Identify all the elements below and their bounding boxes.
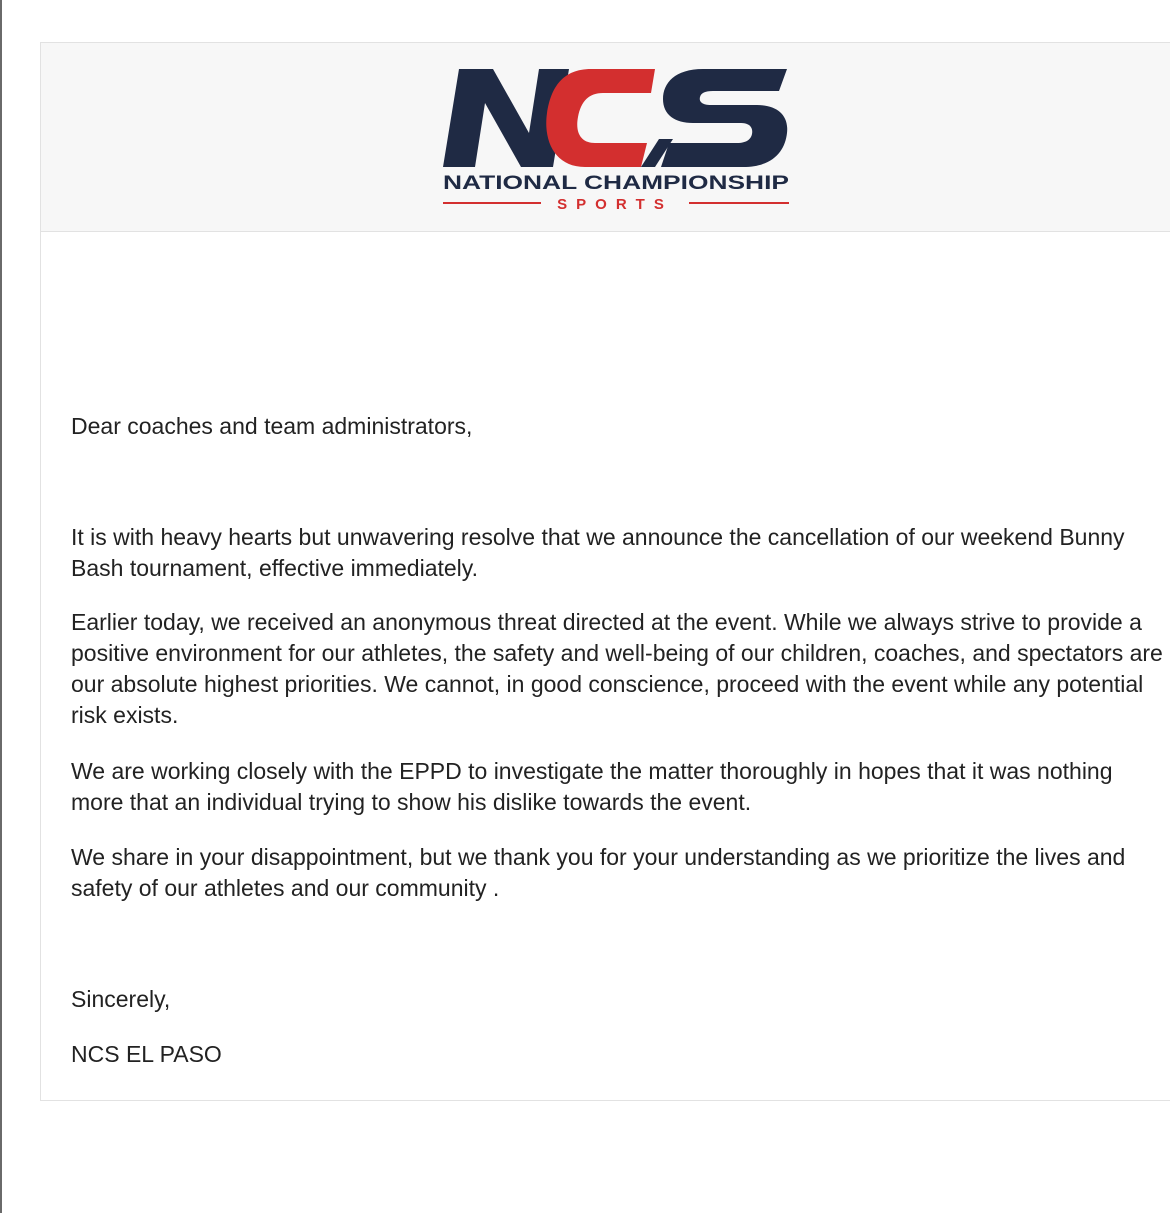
paragraph-thanks: We share in your disappointment, but we thank you for your understanding as we prioritize the lives and safety of our athletes and our community . (71, 844, 1126, 901)
email-header (41, 43, 1170, 232)
paragraph-cancellation: It is with heavy hearts but unwavering resolve that we announce the cancellation of our weekend Bunny Bash tournament, effective immediately. (71, 524, 1125, 581)
logo-sub-line: SPORTS (557, 196, 673, 213)
paragraph-investigation: We are working closely with the EPPD to investigate the matter thoroughly in hopes that it was nothing more that an individual trying to show his dislike towards the event. (71, 758, 1113, 815)
signature: NCS EL PASO (71, 1041, 222, 1067)
closing: Sincerely, (71, 986, 171, 1012)
logo-name-line: NATIONAL CHAMPIONSHIP (443, 172, 789, 194)
email-card (40, 42, 1170, 1101)
paragraph-threat: Earlier today, we received an anonymous threat directed at the event. While we always strive to provide a positive environment for our athletes, the safety and well-being of our children, coaches, and spectators are our absolute highest priorities. We cannot, in good conscience, proceed with the event while any potential risk exists. (71, 609, 1163, 728)
logo-letter-s (661, 69, 787, 167)
greeting: Dear coaches and team administrators, (71, 413, 473, 439)
logo-letter-c (546, 69, 655, 167)
ncs-logo (441, 61, 791, 213)
